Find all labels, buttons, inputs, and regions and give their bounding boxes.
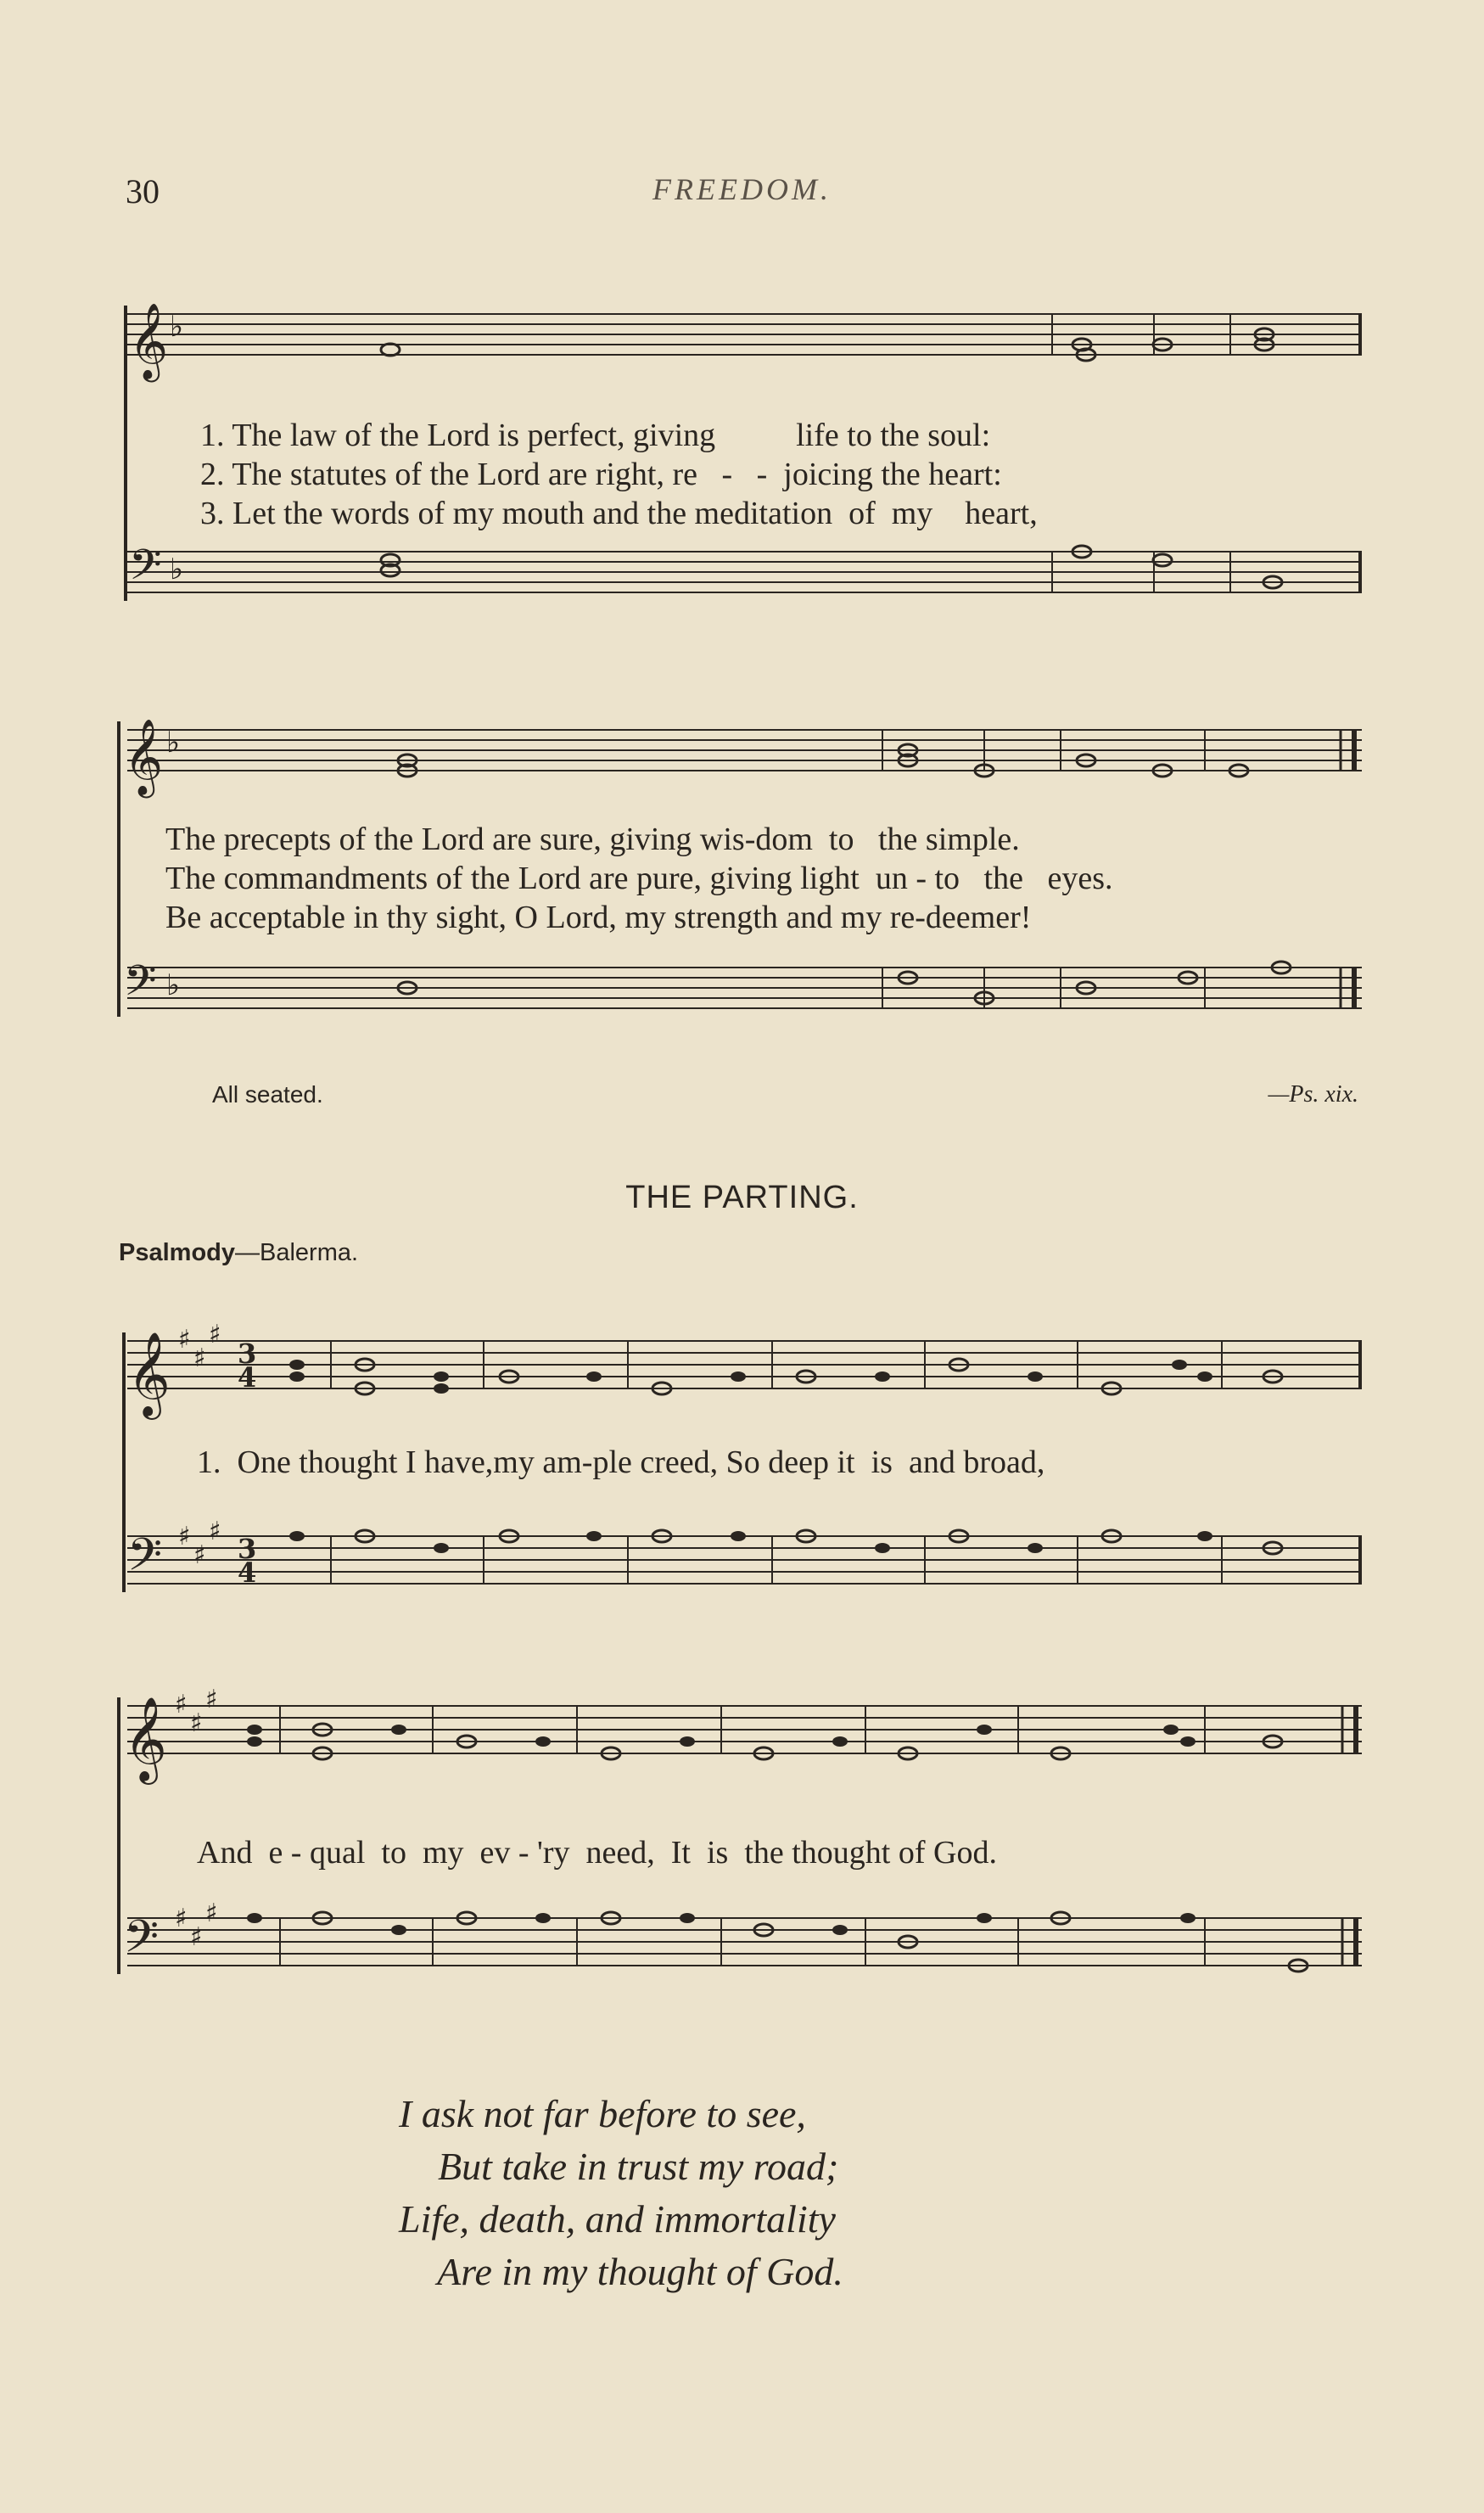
svg-text:♯: ♯	[193, 1540, 206, 1570]
chant-line1-verse3: 3. Let the words of my mouth and the meditation of my heart,	[200, 496, 1038, 531]
hymn-title: THE PARTING.	[625, 1180, 859, 1215]
hymn-verse-line2: And e - qual to my ev - 'ry need, It is the thought of God.	[197, 1835, 997, 1871]
svg-text:♯: ♯	[193, 1343, 206, 1373]
stanza-line-3: Life, death, and immortality	[399, 2197, 836, 2241]
tune-label	[119, 1239, 358, 1267]
svg-text:♯: ♯	[175, 1904, 188, 1933]
svg-text:♭: ♭	[166, 968, 181, 1002]
svg-text:𝄞: 𝄞	[127, 1332, 171, 1416]
tune-name: —Balerma.	[235, 1239, 359, 1266]
svg-text:♯: ♯	[209, 1517, 221, 1546]
svg-text:♯: ♯	[190, 1708, 203, 1738]
stanza-line-1: I ask not far before to see,	[399, 2092, 806, 2135]
svg-text:𝄞: 𝄞	[124, 719, 164, 795]
chant-line1-verse1: 1. The law of the Lord is perfect, giving life to the soul:	[200, 418, 991, 453]
chant-line2-verse3: Be acceptable in thy sight, O Lord, my strength and my re-deemer!	[165, 900, 1032, 935]
svg-text:♭: ♭	[170, 553, 184, 586]
svg-text:♯: ♯	[175, 1690, 188, 1719]
svg-text:♭: ♭	[166, 726, 181, 760]
svg-text:♯: ♯	[205, 1899, 218, 1928]
svg-text:♯: ♯	[209, 1320, 221, 1349]
svg-text:𝄢: 𝄢	[124, 1911, 160, 1974]
closing-stanza	[399, 2088, 843, 2298]
svg-text:4: 4	[238, 1557, 257, 1589]
time-sig-bottom: 4	[238, 1361, 257, 1394]
stanza-line-2: But take in trust my road;	[399, 2145, 839, 2188]
svg-text:𝄢: 𝄢	[127, 1529, 163, 1592]
page-number: 30	[126, 172, 160, 210]
chant-line1-verse2: 2. The statutes of the Lord are right, re - - joicing the heart:	[200, 457, 1002, 492]
chant-line2-verse1: The precepts of the Lord are sure, giving wis-dom to the simple.	[165, 822, 1020, 857]
hymn-verse-line1: 1. One thought I have,my am-ple creed, So deep it is and broad,	[197, 1444, 1045, 1480]
tune-label-text: Psalmody	[119, 1239, 235, 1266]
chant-line2-verse2: The commandments of the Lord are pure, giving light un - to the eyes.	[165, 861, 1113, 896]
svg-text:♯: ♯	[205, 1685, 218, 1714]
time-sig-top: 3	[238, 1338, 257, 1370]
svg-text:𝄞: 𝄞	[129, 303, 169, 379]
svg-text:♯: ♯	[178, 1522, 191, 1551]
svg-text:3: 3	[238, 1533, 257, 1565]
stanza-line-4: Are in my thought of God.	[399, 2250, 843, 2293]
svg-text:𝄢: 𝄢	[124, 956, 157, 1016]
svg-text:♯: ♯	[178, 1325, 191, 1355]
svg-text:𝄢: 𝄢	[129, 541, 162, 600]
svg-text:𝄞: 𝄞	[124, 1697, 167, 1781]
svg-text:♭: ♭	[170, 310, 184, 344]
performance-direction: All seated.	[212, 1081, 323, 1108]
running-title: FREEDOM.	[652, 172, 832, 206]
scripture-attribution: —Ps. xix.	[1268, 1081, 1358, 1108]
svg-text:♯: ♯	[190, 1922, 203, 1952]
